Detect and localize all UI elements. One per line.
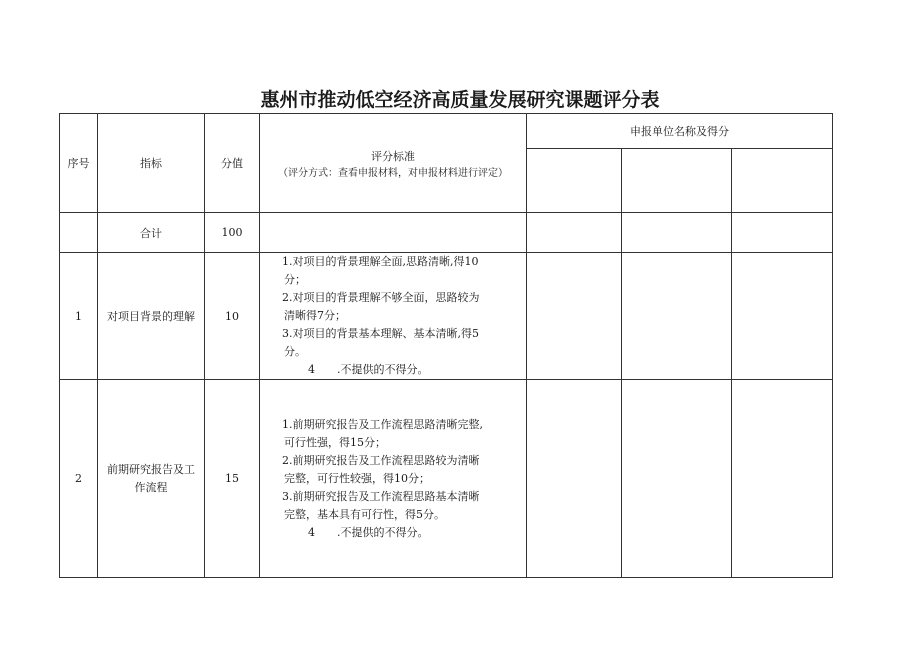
row-2-criteria-line: 1.前期研究报告及工作流程思路清晰完整,: [282, 417, 483, 431]
page-title: 惠州市推动低空经济高质量发展研究课题评分表: [260, 89, 660, 111]
row-1-criteria-line: 4 .不提供的不得分。: [308, 363, 429, 376]
applicant-1-header: [527, 149, 622, 213]
total-applicant-2: [622, 213, 732, 253]
header-criteria-note: （评分方式：查看申报材料，对申报材料进行评定）: [278, 167, 508, 179]
row-1-criteria-line: 清晰得7分；: [284, 309, 346, 322]
applicant-3-header: [732, 149, 833, 213]
row-2-seq: 2: [60, 380, 98, 578]
row-2-applicant-3: [732, 380, 833, 578]
total-applicant-3: [732, 213, 833, 253]
row-1-seq: 1: [60, 253, 98, 380]
row-2-applicant-2: [622, 380, 732, 578]
row-1-criteria: [260, 253, 527, 380]
total-applicant-1: [527, 213, 622, 253]
header-seq: 序号: [60, 114, 98, 213]
row-2-indicator-label: 前期研究报告及工作流程: [107, 462, 195, 494]
score-table: [59, 113, 833, 578]
row-2-score: 15: [205, 380, 260, 578]
row-1-criteria-line: 分；: [284, 273, 306, 286]
row-1-criteria-line: 2.对项目的背景理解不够全面，思路较为: [282, 291, 480, 304]
row-2-criteria-line: 可行性强，得15分；: [284, 435, 386, 449]
header-criteria: [260, 114, 527, 213]
applicant-2-header: [622, 149, 732, 213]
header-criteria-label: 评分标准: [371, 149, 415, 163]
total-criteria: [260, 213, 527, 253]
total-seq: [60, 213, 98, 253]
header-score: 分值: [205, 114, 260, 213]
row-1-applicant-1: [527, 253, 622, 380]
header-indicator: 指标: [98, 114, 205, 213]
row-1-criteria-line: 3.对项目的背景基本理解、基本清晰,得5: [282, 327, 479, 340]
total-label: 合计: [98, 213, 205, 253]
row-2-criteria-line: 3.前期研究报告及工作流程思路基本清晰: [282, 489, 480, 503]
header-applicants: 申报单位名称及得分: [527, 114, 833, 149]
row-2-criteria-line: 完整，基本具有可行性，得5分。: [284, 507, 445, 521]
row-2-criteria: [260, 380, 527, 578]
row-2-criteria-line: 4 .不提供的不得分。: [308, 525, 429, 539]
row-1-applicant-3: [732, 253, 833, 380]
row-2-indicator: [98, 380, 205, 578]
row-1-indicator: 对项目背景的理解: [98, 253, 205, 380]
row-2-applicant-1: [527, 380, 622, 578]
total-score: 100: [205, 213, 260, 253]
row-1-criteria-line: 1.对项目的背景理解全面,思路清晰,得10: [282, 255, 479, 268]
row-1-criteria-line: 分。: [284, 345, 306, 358]
row-2-criteria-line: 完整，可行性较强，得10分；: [284, 471, 430, 485]
row-2-criteria-line: 2.前期研究报告及工作流程思路较为清晰: [282, 453, 480, 467]
row-1-score: 10: [205, 253, 260, 380]
row-1-applicant-2: [622, 253, 732, 380]
